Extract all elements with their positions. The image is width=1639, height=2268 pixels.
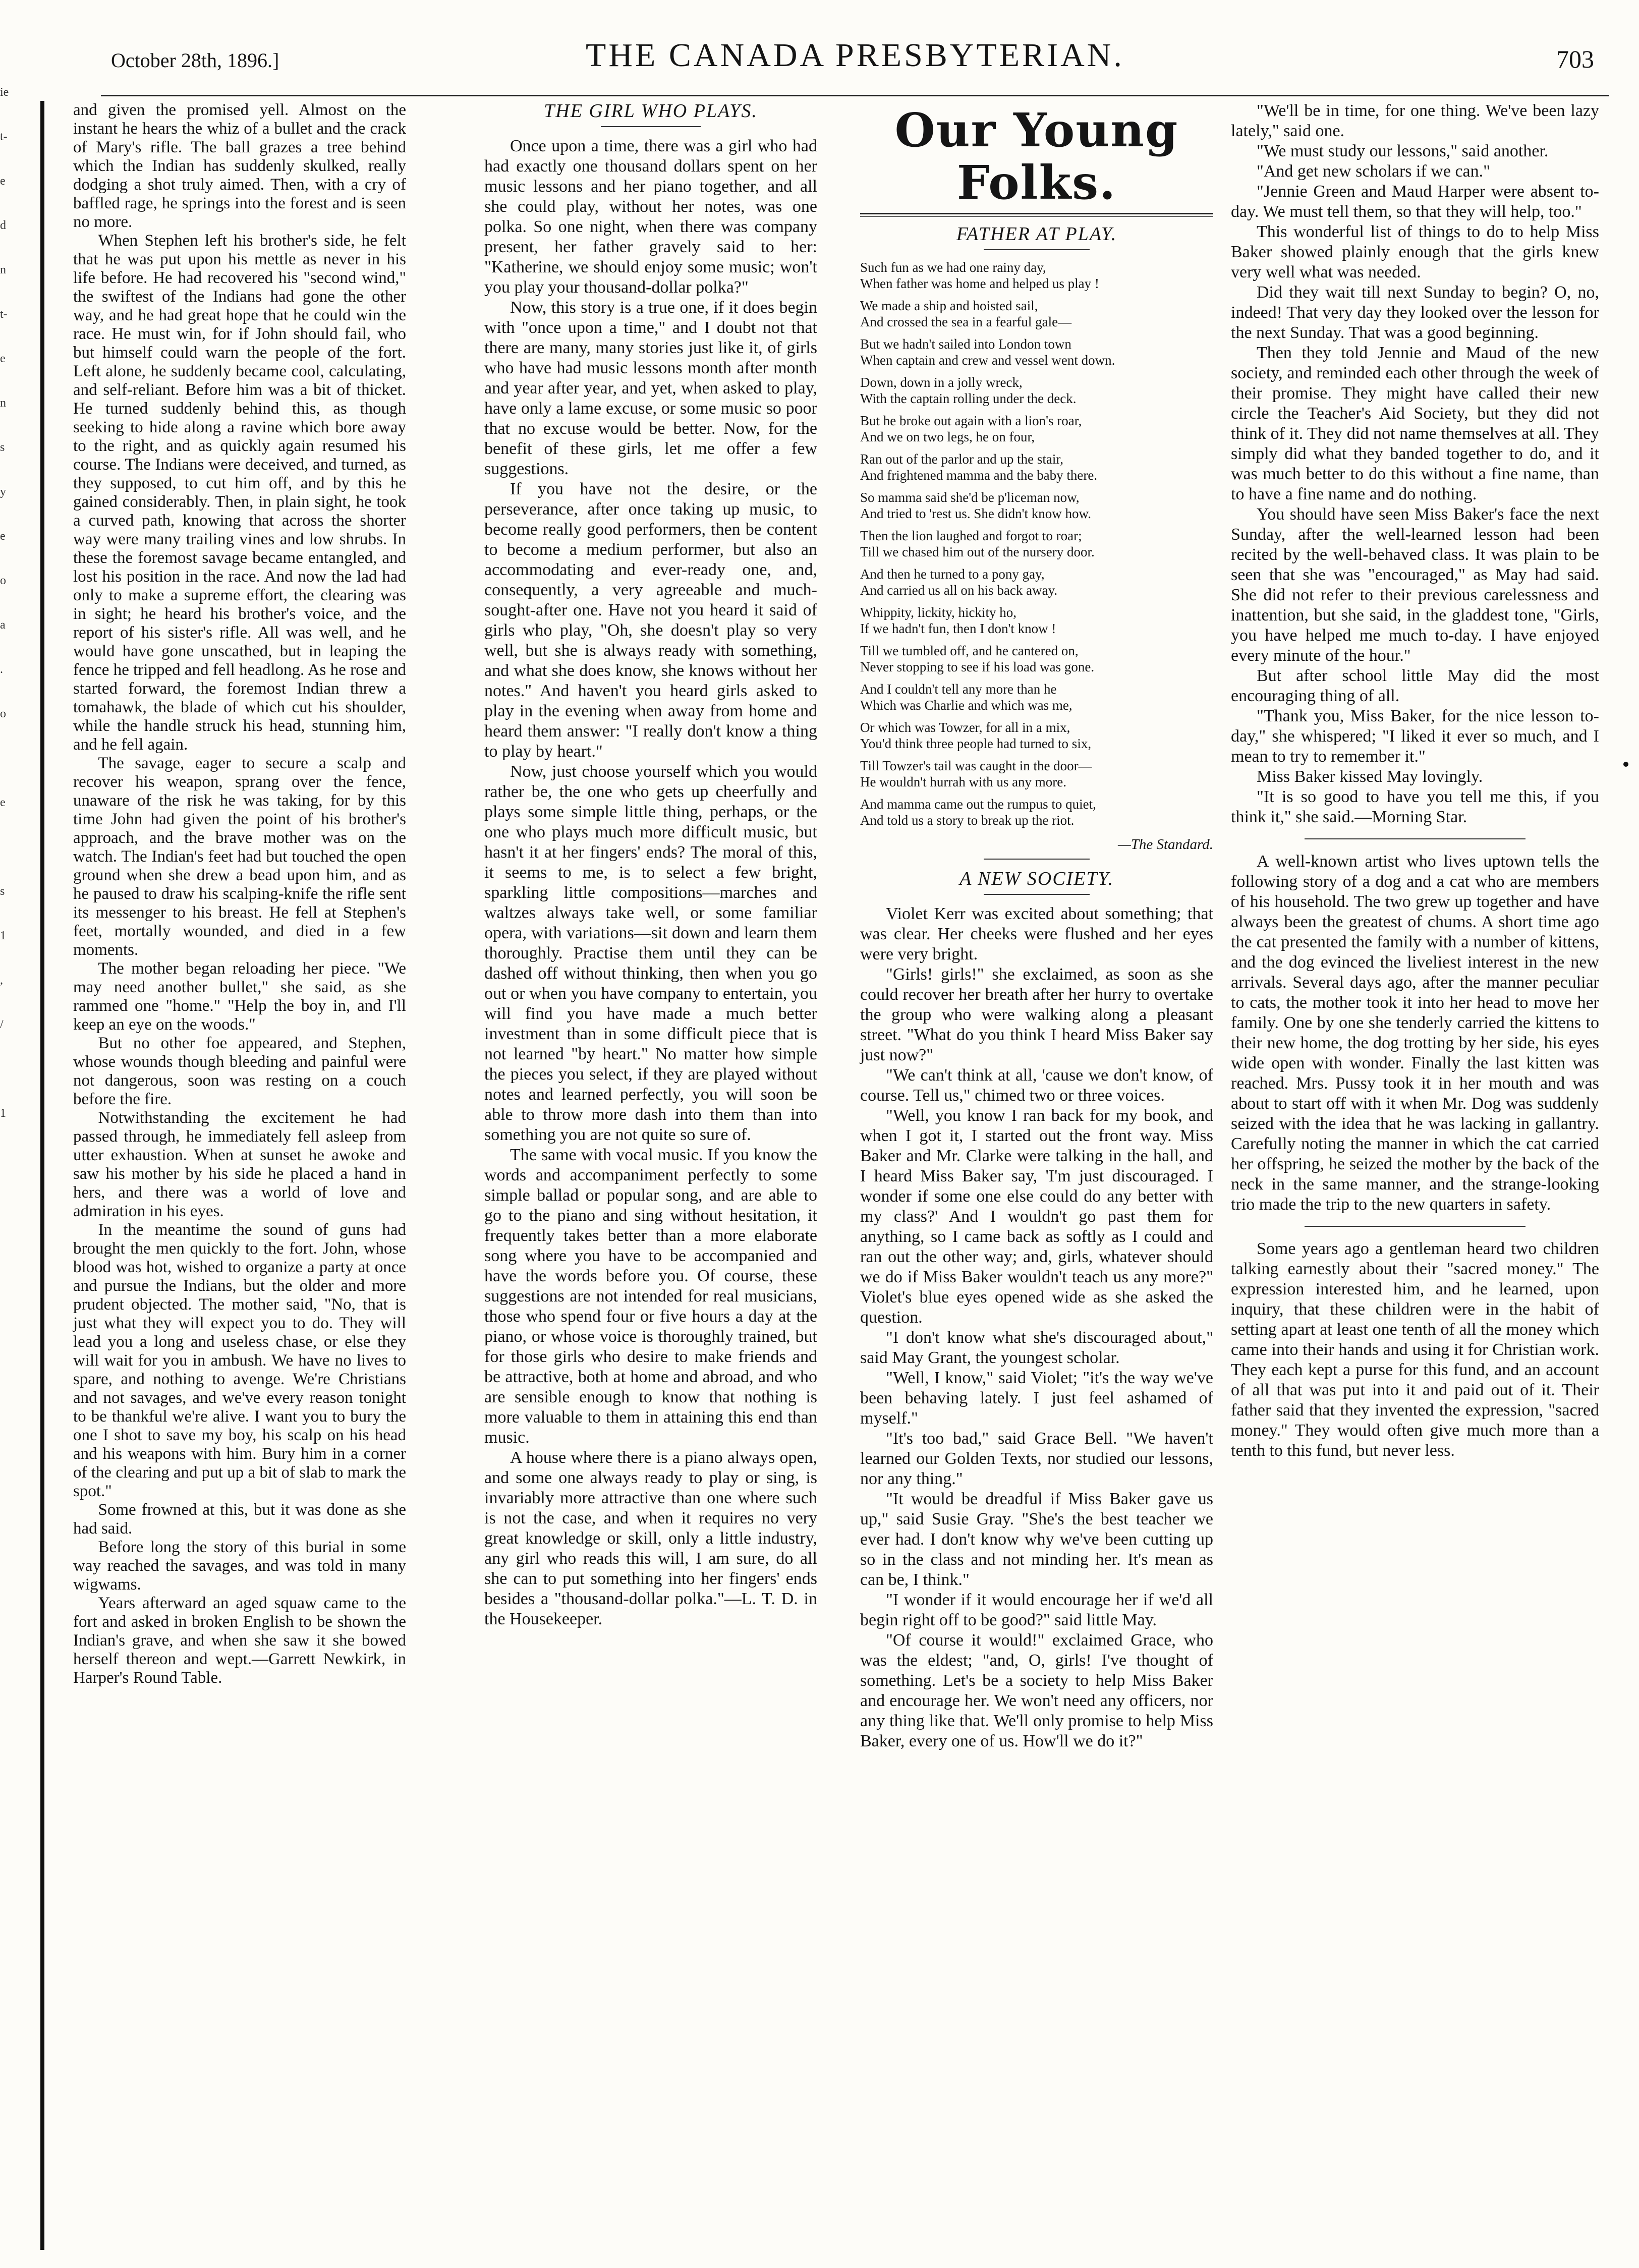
paragraph: If you have not the desire, or the perseverance, after once taking up music, to become really good performers, then be content to become a medium performer, but also an accommodating and ever-ready one, and, consequently, a very agreeable and much-sought-after one. Have not you heard it said of girls who play, "Oh, she doesn't play so very well, but she is always ready with something, and what she does know, she knows without her notes." And haven't you heard girls asked to play in the evening when away from home and heard them answer: "I really don't know a thing to play by heart." — [484, 480, 817, 761]
column-3-our-young-folks — [860, 101, 1213, 1751]
poem-line: So mamma said she'd be p'liceman now, — [860, 490, 1080, 505]
paragraph: The mother began reloading her piece. "We may need another bullet," she said, as she rammed one "home." "Help the boy in, and I'll keep an eye on the woods." — [73, 959, 406, 1034]
poem-line: When father was home and helped us play ! — [860, 276, 1099, 291]
margin-fragment: o — [0, 707, 6, 720]
poem-line: And frightened mamma and the baby there. — [860, 468, 1098, 483]
poem-line: And tried to 'rest us. She didn't know how. — [860, 506, 1091, 521]
poem-stanza — [860, 643, 1213, 675]
poem-line: Never stopping to see if his load was gone. — [860, 659, 1095, 674]
margin-fragment: n — [0, 263, 6, 276]
section-rule — [984, 859, 1090, 860]
poem-line: Which was Charlie and which was me, — [860, 698, 1072, 713]
poem-stanza — [860, 374, 1213, 407]
margin-fragment: y — [0, 485, 6, 498]
paragraph: Now, this story is a true one, if it does begin with "once upon a time," and I doubt not that there are many, many stories just like it, of girls who have had music lessons month after month and year after year, and yet, when asked to play, have only a lame excuse, or some music so poor that no excuse would be better. Now, for the benefit of these girls, let me offer a few suggestions. — [484, 298, 817, 478]
margin-fragment: n — [0, 396, 6, 410]
margin-fragment: d — [0, 219, 6, 232]
masthead-title: THE CANADA PRESBYTERIAN. — [586, 37, 1124, 74]
article-title-new-society: A NEW SOCIETY. — [959, 868, 1114, 889]
paragraph: In the meantime the sound of guns had brought the men quickly to the fort. John, whose blood was hot, wished to organize a party at once and pursue the Indians, but the older and more prudent objected. The mother said, "No, that is just what they will expect you to do. They will lead you a long and useless chase, or else they will wait for you in ambush. We have no lives to spare, and nothing to avenge. We're Christians and not savages, and we've every reason tonight to be thankful we're alive. I want you to bury the one I shot to save my boy, his scalp on his head and his weapons with him. Bury him in a corner of the clearing and put up a bit of slab to mark the spot." — [73, 1221, 406, 1500]
new-society-body — [860, 904, 1213, 1751]
dog-and-cat-story — [1231, 852, 1599, 1215]
column-1-story-continuation — [73, 101, 406, 1687]
poem-father-at-play — [860, 259, 1213, 828]
paragraph: Then they told Jennie and Maud of the new society, and reminded each other through the week of their promise. They might have called their new circle the Teacher's Aid Society, but they did not think of it. They did not name themselves at all. They simply did what they banded together to do, and it was much better to do this without a fine name, than to have a fine name and do nothing. — [1231, 344, 1599, 503]
sacred-money-story — [1231, 1239, 1599, 1461]
paragraph: Did they wait till next Sunday to begin? O, no, indeed! That very day they looked over the lesson for the next Sunday. That was a good beginning. — [1231, 283, 1599, 342]
poem-title: FATHER AT PLAY. — [956, 223, 1117, 245]
paragraph: "We'll be in time, for one thing. We've been lazy lately," said one. — [1231, 101, 1599, 140]
margin-fragment: 1 — [0, 1107, 6, 1120]
column-4 — [1231, 101, 1599, 1461]
margin-fragment: ie — [0, 86, 9, 99]
paragraph: "Thank you, Miss Baker, for the nice lesson to-day," she whispered; "I liked it ever so much, and I mean to try to remember it." — [1231, 707, 1599, 766]
margin-fragment: e — [0, 175, 6, 188]
department-heading: Our Young Folks. — [894, 103, 1179, 210]
paragraph: "It's too bad," said Grace Bell. "We haven't learned our Golden Texts, nor studied our lessons, nor any thing." — [860, 1429, 1213, 1488]
margin-fragment: , — [0, 974, 3, 987]
poem-stanza — [860, 413, 1213, 445]
paragraph: "We can't think at all, 'cause we don't know, of course. Tell us," chimed two or three voices. — [860, 1066, 1213, 1105]
poem-stanza — [860, 336, 1213, 368]
margin-fragment: t- — [0, 130, 8, 143]
new-society-continuation — [1231, 101, 1599, 827]
poem-line: You'd think three people had turned to six, — [860, 736, 1092, 751]
paragraph: "Well, you know I ran back for my book, and when I got it, I started out the front way. Miss Baker and Mr. Clarke were talking in the hall, and I heard Miss Baker say, 'I'm just discouraged. I wonder if some one else could do any better with my class?' And I wouldn't go past them for anything, so I came back as softly as I could and ran out the other way; and, girls, whatever should we do if Miss Baker wouldn't teach us any more?" Violet's blue eyes opened wide as she asked the question. — [860, 1106, 1213, 1327]
paragraph: You should have seen Miss Baker's face the next Sunday, after the well-learned lesson had been recited by the well-behaved class. It was plain to be seen that she was "encouraged," as May had said. She did not refer to their previous carelessness and inattention, but she said, in the gladdest tone, "Girls, you have helped me much to-day. I have enjoyed every minute of the hour." — [1231, 505, 1599, 665]
poem-stanza — [860, 451, 1213, 483]
paragraph: "We must study our lessons," said another. — [1257, 142, 1549, 160]
paragraph: "I don't know what she's discouraged about," said May Grant, the youngest scholar. — [860, 1328, 1213, 1367]
poem-line: Till Towzer's tail was caught in the door— — [860, 758, 1092, 773]
poem-line: And mamma came out the rumpus to quiet, — [860, 797, 1096, 812]
story-title-rule — [984, 894, 1090, 895]
article-divider — [1305, 838, 1525, 839]
article-title-girl-who-plays: THE GIRL WHO PLAYS. — [544, 100, 758, 122]
page-header — [101, 29, 1609, 96]
paragraph: When Stephen left his brother's side, he felt that he was put upon his mettle as never in his life before. He had recovered his "second wind," the swiftest of the Indians had gone the other way, and he had great hope that he could win the race. He must win, for if John should fail, who but himself could warn the people of the fort. Left alone, he suddenly became cool, calculating, and self-reliant. Before him was a bit of thicket. He turned suddenly behind this, as though seeking to hide along a ravine which bore away to the right, and as quickly again resumed his course. The Indians were deceived, and turned, as they supposed, to cut him off, and by this he gained considerably. Then, in plain sight, he took a curved path, knowing that across the shorter way were many trailing vines and low shrubs. In these the foremost savage became entangled, and lost his position in the race. And now the lad had only to make a supreme effort, the clearing was in sight; he heard his brother's voice, and the report of his sister's rifle. All was well, and he would have gone unscathed, but in leaping the fence he tripped and fell headlong. As he rose and started forward, the foremost Indian threw a tomahawk, the blade of which cut his shoulder, while the handle struck his head, stunning him, and he fell again. — [73, 232, 406, 754]
paragraph: "Girls! girls!" she exclaimed, as soon as she could recover her breath after her hurry to overtake the group who were walking along a pleasant street. "What do you think I heard Miss Baker say just now?" — [860, 965, 1213, 1064]
poem-stanza — [860, 604, 1213, 637]
poem-line: And told us a story to break up the riot. — [860, 813, 1075, 828]
poem-line: If we hadn't fun, then I don't know ! — [860, 621, 1056, 636]
margin-fragment: 1 — [0, 929, 6, 942]
poem-stanza — [860, 719, 1213, 752]
poem-attribution: —The Standard. — [1117, 836, 1213, 853]
paragraph: and given the promised yell. Almost on the instant he hears the whiz of a bullet and the crack of Mary's rifle. The ball grazes a tree behind which the Indian has suddenly skulked, really dodging a shot truly aimed. Then, with a cry of baffled rage, he springs into the forest and is seen no more. — [73, 101, 406, 231]
poem-line: We made a ship and hoisted sail, — [860, 298, 1038, 313]
poem-line: And carried us all on his back away. — [860, 583, 1058, 598]
article-divider — [1305, 1226, 1525, 1227]
poem-line: Whippity, lickity, hickity ho, — [860, 605, 1016, 620]
paragraph: A well-known artist who lives uptown tells the following story of a dog and a cat who are members of his household. The two grew up together and have always been the greatest of chums. A short time ago the cat presented the family with a number of kittens, and the dog evinced the liveliest interest in the new arrivals. Several days ago, after the manner peculiar to cats, the mother took it into her head to move her family. One by one she tenderly carried the kittens to their new home, the dog trotting by her side, his eyes wide open with wonder. Finally the last kitten was reached. Mrs. Pussy took it in her mouth and was about to start off with it when Mr. Dog was suddenly seized with the idea that he was lacking in gallantry. Carefully noting the manner in which the cat carried her offspring, he seized the mother by the back of the neck in the same manner, and the strange-looking trio made the trip to the new quarters in safety. — [1231, 852, 1599, 1214]
poem-line: Till we tumbled off, and he cantered on, — [860, 643, 1079, 658]
paragraph: Once upon a time, there was a girl who had had exactly one thousand dollars spent on her music lessons and her piano together, and all she could play, without her notes, was one polka. So one night, when there was company present, her father gravely said to her: "Katherine, we should enjoy some music; won't you play your thousand-dollar polka?" — [484, 137, 817, 297]
paragraph: "It is so good to have you tell me this, if you think it," she said.—Morning Star. — [1231, 787, 1599, 826]
paragraph: The savage, eager to secure a scalp and recover his weapon, sprang over the fence, unaware of the risk he was taking, for by this time John had given the point of his brother's approach, and the brave mother was on the watch. The Indian's feet had but touched the open ground when she drew a bead upon him, and as he paused to draw his scalping-knife the rifle sent its messenger to his breast. He fell at Stephen's feet, mortally wounded, and died in a few moments. — [73, 754, 406, 959]
margin-fragment: / — [0, 1018, 4, 1031]
poem-stanza — [860, 528, 1213, 560]
poem-line: Such fun as we had one rainy day, — [860, 260, 1046, 275]
left-edge-rule — [40, 101, 44, 2250]
paragraph: Violet Kerr was excited about something; that was clear. Her cheeks were flushed and her eyes were very bright. — [860, 904, 1213, 963]
paragraph: But after school little May did the most encouraging thing of all. — [1231, 666, 1599, 705]
paragraph: But no other foe appeared, and Stephen, whose wounds though bleeding and painful were not dangerous, soon was resting on a couch before the fire. — [73, 1034, 406, 1108]
poem-line: When captain and crew and vessel went down. — [860, 353, 1115, 368]
page-number: 703 — [1556, 45, 1594, 73]
poem-stanza — [860, 298, 1213, 330]
margin-fragment: s — [0, 441, 5, 454]
poem-line: With the captain rolling under the deck. — [860, 391, 1077, 406]
margin-fragment: a — [0, 618, 6, 632]
margin-fragment: e — [0, 352, 6, 365]
paragraph: "It would be dreadful if Miss Baker gave us up," said Susie Gray. "She's the best teacher we ever had. I don't know why we've been cutting up so in the class and not minding her. It's mean as can be, I think." — [860, 1490, 1213, 1589]
poem-stanza — [860, 566, 1213, 598]
department-rule — [860, 213, 1213, 217]
poem-stanza — [860, 796, 1213, 828]
margin-fragment — [0, 1062, 25, 1107]
poem-stanza — [860, 259, 1213, 292]
poem-stanza — [860, 681, 1213, 713]
margin-fragment: . — [0, 663, 3, 676]
margin-fragment: s — [0, 885, 5, 898]
paragraph: Some frowned at this, but it was done as she had said. — [73, 1501, 406, 1538]
paragraph: "I wonder if it would encourage her if we'd all begin right off to be good?" said little May. — [860, 1591, 1213, 1629]
paragraph: Years afterward an aged squaw came to the fort and asked in broken English to be shown the Indian's grave, and when she saw it she bowed herself thereon and wept.—Garrett Newkirk, in Harper's Round Table. — [73, 1594, 406, 1687]
paragraph: Miss Baker kissed May lovingly. — [1257, 767, 1483, 786]
poem-line: Down, down in a jolly wreck, — [860, 375, 1023, 390]
paragraph: A house where there is a piano always open, and some one always ready to play or sing, is invariably more attractive than one where such is not the case, and when it requires no very great knowledge or skill, only a little industry, any girl who reads this will, I am sure, do all she can to put something into her fingers' ends besides a "thousand-dollar polka."—L. T. D. in the Housekeeper. — [484, 1448, 817, 1628]
paragraph: The same with vocal music. If you know the words and accompaniment perfectly to some simple ballad or popular song, and are able to go to the piano and sing without hesitation, it frequently takes better than a more elaborate song where you have to be accompanied and have the words before you. Of course, these suggestions are not intended for real musicians, those who spend four or five hours a day at the piano, or whose voice is thoroughly trained, but for those girls who desire to make friends and be attractive, both at home and abroad, and who are sensible enough to know that nothing is more valuable to them in attaining this end than music. — [484, 1146, 817, 1447]
poem-line: He wouldn't hurrah with us any more. — [860, 774, 1067, 789]
poem-line: But we hadn't sailed into London town — [860, 336, 1071, 352]
title-rule — [601, 126, 701, 127]
paragraph: Notwithstanding the excitement he had passed through, he immediately fell asleep from utter exhaustion. When at sunset he awoke and saw his mother by his side he placed a hand in hers, and there was a world of love and admiration in his eyes. — [73, 1109, 406, 1220]
poem-stanza — [860, 489, 1213, 522]
margin-fragment — [0, 840, 25, 885]
issue-date: October 28th, 1896.] — [111, 49, 279, 72]
paragraph: Before long the story of this burial in some way reached the savages, and was told in many wigwams. — [73, 1538, 406, 1594]
margin-fragment — [0, 752, 25, 796]
paragraph: Now, just choose yourself which you would rather be, the one who gets up cheerfully and plays some simple little thing, perhaps, or the one who plays much more difficult music, but hasn't it at her fingers' ends? The moral of this, it seems to me, is to select a few bright, sparkling little compositions—marches and waltzes always take well, or some familiar opera, with variations—sit down and learn them thoroughly. Practise them until they can be dashed off without thinking, then when you go out or when you have company to entertain, you will find you have made a much better investment than in some difficult piece that is not learned "by heart." No matter how simple the pieces you select, if they are played without notes and learned perfectly, you will soon be able to throw more dash into them than into something you are not quite so sure of. — [484, 762, 817, 1144]
poem-line: Or which was Towzer, for all in a mix, — [860, 720, 1070, 735]
margin-fragment: t- — [0, 308, 8, 321]
poem-line: And we on two legs, he on four, — [860, 429, 1035, 444]
paragraph: Some years ago a gentleman heard two children talking earnestly about their "sacred money." The expression interested him, and he learned, upon inquiry, that these children were in the habit of setting apart at least one tenth of all the money which came into their hands and using it for Christian work. They each kept a purse for this fund, and an account of all that was put into it and paid out of it. Their father said that they invented the expression, "sacred money." They would often give much more than a tenth to this fund, but never less. — [1231, 1239, 1599, 1460]
poem-stanza — [860, 758, 1213, 790]
poem-line: But he broke out again with a lion's roar, — [860, 413, 1082, 428]
margin-fragment: o — [0, 574, 6, 587]
girl-who-plays-body — [484, 136, 817, 1629]
poem-line: Till we chased him out of the nursery door. — [860, 544, 1095, 559]
poem-line: Ran out of the parlor and up the stair, — [860, 451, 1064, 467]
poem-line: And then he turned to a pony gay, — [860, 566, 1045, 582]
column-2-girl-who-plays — [484, 101, 817, 1629]
story-continuation-body — [73, 101, 406, 1687]
paragraph: "Jennie Green and Maud Harper were absent to-day. We must tell them, so that they will help, too." — [1231, 182, 1599, 221]
poem-line: And crossed the sea in a fearful gale— — [860, 314, 1072, 329]
margin-fragment: e — [0, 530, 6, 543]
print-speck — [1623, 762, 1628, 767]
poem-line: And I couldn't tell any more than he — [860, 682, 1057, 697]
paragraph: "And get new scholars if we can." — [1257, 162, 1491, 181]
paragraph: "Of course it would!" exclaimed Grace, who was the eldest; "and, O, girls! I've thought of something. Let's be a society to help Miss Baker and encourage her. We won't need any officers, nor any thing like that. We'll only promise to help Miss Baker, every one of us. How'll we do it?" — [860, 1631, 1213, 1750]
margin-fragment: e — [0, 796, 6, 809]
poem-line: Then the lion laughed and forgot to roar; — [860, 528, 1082, 543]
paragraph: This wonderful list of things to do to help Miss Baker showed plainly enough that the girls knew very well what was needed. — [1231, 222, 1599, 281]
left-margin-fragments — [0, 86, 25, 1151]
paragraph: "Well, I know," said Violet; "it's the way we've been behaving lately. I just feel ashamed of myself." — [860, 1369, 1213, 1428]
poem-title-rule — [984, 249, 1090, 250]
